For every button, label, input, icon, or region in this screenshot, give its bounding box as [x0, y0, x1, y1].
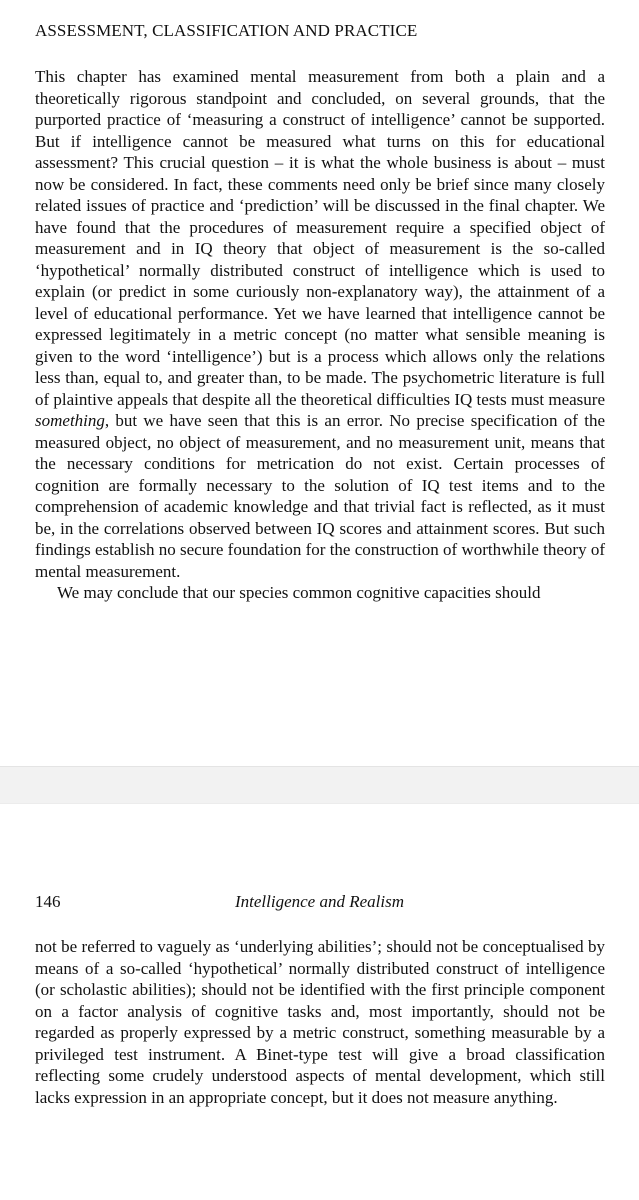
paragraph-1-part-1: This chapter has examined mental measurement from both a plain and a theoretically rigorous standpoint and concluded, on several grounds, that the purported practice of ‘measuring a construct of intelligence’ cannot be supported. But if intelligence cannot be measured what turns on this for educational assessment? This crucial question – it is what the whole business is about – must now be considered. In fact, these comments need only be brief since many closely related issues of practice and ‘prediction’ will be discussed in the final chapter. We have found that the procedures of measurement require a specified object of measurement and in IQ theory that object of measurement is the so-called ‘hypothetical’ normally distributed construct of intelligence which is used to explain (or predict in some curiously non-explanatory way), the attainment of a level of educational performance. Yet we have learned that intelligence cannot be expressed legitimately in a metric concept (no matter what sensible meaning is given to the word ‘intelligence’) but is a process which allows only the relations less than, equal to, and greater than, to be made. The psychometric literature is full of plaintive appeals that despite all the theoretical difficulties IQ tests must measure	[35, 67, 605, 409]
book-page-bottom	[0, 804, 639, 1200]
paragraph-1-part-2: , but we have seen that this is an error. No precise specification of the measured object, no object of measurement, and no measurement unit, means that the necessary conditions for metrication do not exist. Certain processes of cognition are formally necessary to the solution of IQ test items and to the comprehension of academic knowledge and that trivial fact is reflected, as it must be, in the correlations observed between IQ scores and attainment scores. But such findings establish no secure foundation for the construction of worthwhile theory of mental measurement.	[35, 411, 605, 581]
page-number: 146	[35, 892, 61, 911]
page-separator	[0, 766, 639, 804]
paragraph-2: We may conclude that our species common cognitive capacities should	[57, 583, 541, 602]
running-head: ASSESSMENT, CLASSIFICATION AND PRACTICE	[35, 21, 418, 40]
page-body-text	[35, 66, 605, 604]
page-body-text	[35, 936, 605, 1108]
emphasis-something: something	[35, 411, 105, 430]
running-head-book-title: Intelligence and Realism	[234, 892, 404, 911]
paragraph-1	[35, 66, 605, 582]
paragraph-continued: not be referred to vaguely as ‘underlying abilities’; should not be conceptualised by means of a so-called ‘hypothetical’ normally distributed construct of intelligence (or scholastic abilities); should not be identified with the first principle component on a factor analysis of cognitive tasks and, most importantly, should not be regarded as properly expressed by a metric construct, something measurable by a privileged test instrument. A Binet-type test will give a broad classification reflecting some crudely understood aspects of mental development, which still lacks expression in an appropriate concept, but it does not measure anything.	[35, 937, 605, 1107]
